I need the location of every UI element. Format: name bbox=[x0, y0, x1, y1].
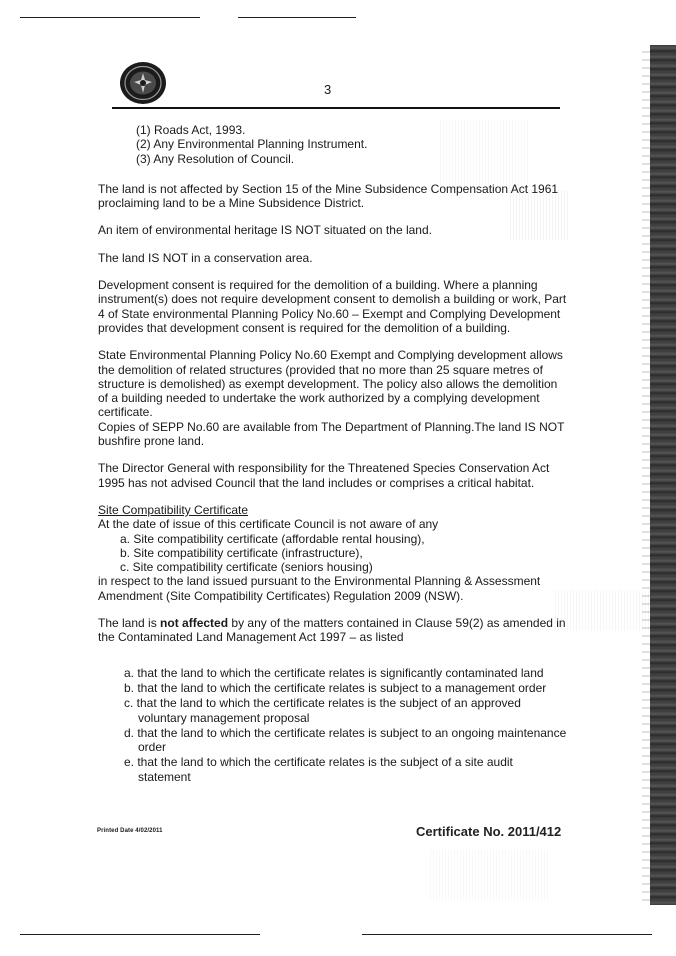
scan-noise bbox=[430, 850, 550, 900]
list-item: (1) Roads Act, 1993. bbox=[136, 123, 246, 137]
council-seal-logo bbox=[118, 60, 168, 106]
scan-edge-shadow bbox=[650, 45, 676, 905]
contaminated-intro-before: The land is bbox=[98, 616, 161, 631]
list-item: a. that the land to which the certificate relates is significantly contaminated land bbox=[124, 665, 544, 680]
contaminated-land-intro bbox=[98, 616, 568, 645]
not-affected-emphasis: not affected bbox=[160, 616, 229, 631]
site-compatibility-list bbox=[98, 532, 568, 575]
printed-date: Printed Date 4/02/2011 bbox=[97, 828, 163, 834]
conservation-paragraph: The land IS NOT in a conservation area. bbox=[98, 250, 313, 265]
acts-list bbox=[136, 123, 568, 166]
list-item: b. that the land to which the certificate relates is subject to a management order bbox=[124, 680, 547, 695]
heritage-paragraph: An item of environmental heritage IS NOT situated on the land. bbox=[98, 223, 432, 238]
list-item: e. that the land to which the certificate relates is the subject of a site audit statement bbox=[124, 755, 513, 784]
list-item: (3) Any Resolution of Council. bbox=[136, 151, 295, 166]
scan-top-line bbox=[238, 17, 356, 18]
scan-noise bbox=[555, 590, 650, 630]
scan-bottom-line bbox=[362, 934, 652, 935]
contaminated-land-list bbox=[98, 666, 568, 784]
contaminated-intro-after: by any of the matters contained in Clause 59(2) as amended in the Contaminated Land Management Act 1997 – as listed bbox=[98, 616, 566, 645]
certificate-number: Certificate No. 2011/412 bbox=[416, 824, 562, 839]
development-consent-paragraph: Development consent is required for the demolition of a building. Where a planning instrument(s) does not require development consent to demolish a building or work, Part 4 of State environmental Planning Policy No.60 – Exempt and Complying Development provides that development consent is required for the demolition of a building. bbox=[98, 278, 567, 335]
director-general-paragraph: The Director General with responsibility for the Threatened Species Conservation Act 1995 has not advised Council that the land includes or comprises a critical habitat. bbox=[98, 461, 550, 490]
list-item: c. Site compatibility certificate (seniors housing) bbox=[120, 560, 373, 575]
copies-paragraph: Copies of SEPP No.60 are available from The Department of Planning.The land IS NOT bushfire prone land. bbox=[98, 419, 565, 449]
list-item: d. that the land to which the certificate relates is subject to an ongoing maintenance order bbox=[124, 725, 567, 755]
site-compatibility-heading: Site Compatibility Certificate bbox=[98, 502, 249, 517]
sepp-60-paragraph: State Environmental Planning Policy No.60 Exempt and Complying development allows the demolition of related structures (provided that no more than 25 square metres of structure is demolished) as exempt development. The policy also allows the demolition of a building needed to undertake the work authorized by a complying development certificate. bbox=[98, 348, 563, 420]
list-item: c. that the land to which the certificate relates is the subject of an approved voluntary management proposal bbox=[124, 696, 521, 725]
scan-top-line bbox=[20, 17, 200, 18]
certificate-body bbox=[98, 123, 568, 785]
list-item: b. Site compatibility certificate (infrastructure), bbox=[120, 545, 363, 560]
header-rule bbox=[112, 107, 560, 109]
site-compatibility-closing: in respect to the land issued pursuant to the Environmental Planning & Assessment Amendment (Site Compatibility Certificates) Regulation 2009 (NSW). bbox=[98, 574, 541, 603]
list-item: (2) Any Environmental Planning Instrument. bbox=[136, 137, 368, 152]
list-item: a. Site compatibility certificate (affordable rental housing), bbox=[120, 531, 425, 546]
mine-subsidence-paragraph: The land is not affected by Section 15 of the Mine Subsidence Compensation Act 1961 proclaiming land to be a Mine Subsidence District. bbox=[98, 181, 559, 211]
site-compatibility-intro: At the date of issue of this certificate Council is not aware of any bbox=[98, 517, 439, 532]
page-number: 3 bbox=[324, 82, 332, 97]
scan-bottom-line bbox=[20, 934, 260, 935]
spacer bbox=[98, 658, 568, 666]
